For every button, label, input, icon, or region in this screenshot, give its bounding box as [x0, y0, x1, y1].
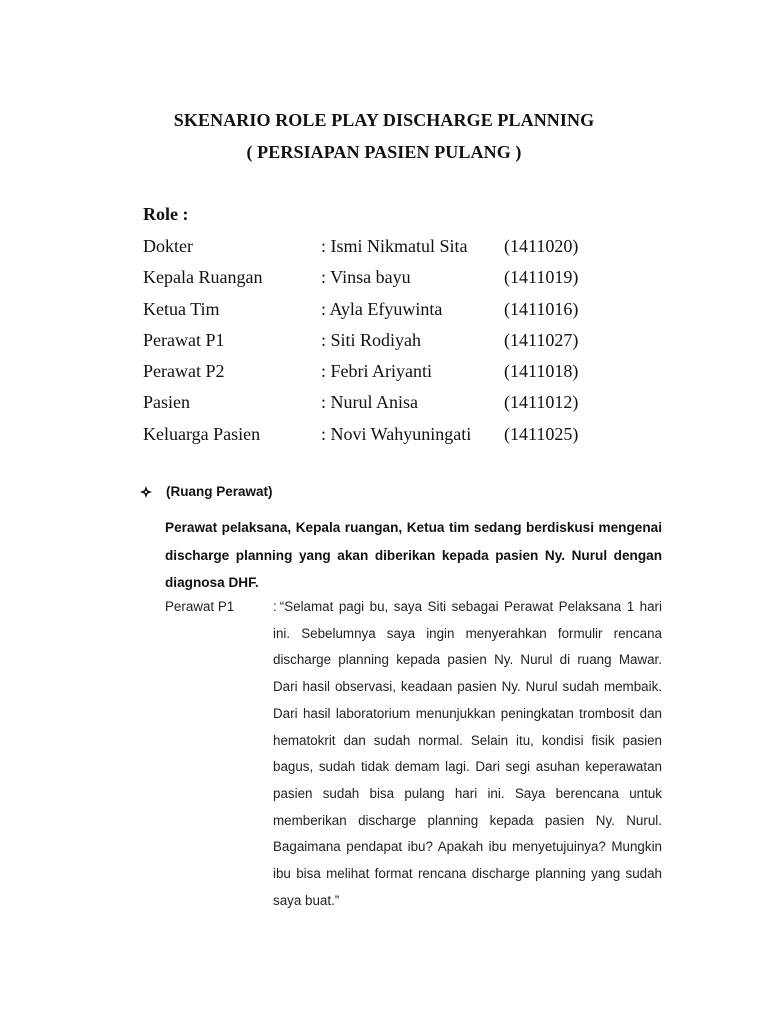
role-title: Keluarga Pasien: [143, 423, 261, 444]
role-title: Ketua Tim: [143, 298, 220, 319]
role-person-name: : Ismi Nikmatul Sita: [321, 236, 468, 256]
dialog-colon: :: [273, 599, 277, 614]
role-student-id: (1411019): [504, 267, 579, 288]
role-person-name: : Vinsa bayu: [321, 267, 411, 288]
role-student-id: (1411027): [504, 329, 579, 350]
role-student-id: (1411012): [504, 392, 579, 413]
dialog-text: “Selamat pagi bu, saya Siti sebagai Perawat Pelaksana 1 hari ini. Sebelumnya saya ingin menyerahkan formulir rencana discharge planning kepada pasien Ny. Nurul di ruang Mawar. Dari hasil observasi, keadaan pasien Ny. Nurul sudah membaik. Dari hasil laboratorium menunjukkan peningkatan trombosit dan hematokrit dan sudah normal. Selain itu, kondisi fisik pasien bagus, sudah tidak demam lagi. Dari segi asuhan keperawatan pasien sudah bisa pulang hari ini. Saya berencana untuk memberikan discharge planning kepada pasien Ny. Nurul. Bagaimana pendapat ibu? Apakah ibu menyetujuinya? Mungkin ibu bisa melihat format rencana discharge planning yang sudah saya buat.”: [273, 599, 662, 908]
role-student-id: (1411020): [504, 236, 579, 256]
scene-heading: [138, 484, 273, 499]
role-person-name: : Novi Wahyuningati: [321, 423, 472, 444]
role-row: [143, 390, 623, 421]
dialog-speech: [273, 594, 662, 914]
role-title: Kepala Ruangan: [143, 267, 263, 288]
document-subtitle: ( PERSIAPAN PASIEN PULANG ): [246, 142, 522, 162]
role-title: Perawat P2: [143, 361, 225, 382]
role-row: [143, 422, 623, 453]
role-person-name: : Nurul Anisa: [321, 392, 418, 413]
role-row: [143, 359, 623, 390]
role-student-id: (1411016): [504, 298, 579, 319]
role-row: [143, 297, 623, 328]
role-heading: Role :: [143, 204, 189, 224]
dialog-speaker: Perawat P1: [165, 599, 235, 614]
document-title: SKENARIO ROLE PLAY DISCHARGE PLANNING: [173, 110, 595, 130]
role-list: [143, 234, 623, 453]
role-person-name: : Febri Ariyanti: [321, 361, 432, 382]
role-row: [143, 234, 623, 265]
role-person-name: : Ayla Efyuwinta: [321, 298, 443, 319]
role-row: [143, 328, 623, 359]
scene-description: Perawat pelaksana, Kepala ruangan, Ketua tim sedang berdiskusi mengenai discharge planning yang akan diberikan kepada pasien Ny. Nurul dengan diagnosa DHF.: [165, 520, 662, 590]
role-student-id: (1411018): [504, 361, 579, 382]
four-petal-diamond-bullet-icon: [140, 486, 152, 498]
role-row: [143, 265, 623, 296]
role-student-id: (1411025): [504, 423, 579, 444]
role-title: Pasien: [143, 392, 190, 413]
role-title: Dokter: [143, 236, 193, 256]
role-title: Perawat P1: [143, 329, 225, 350]
scene-label: (Ruang Perawat): [166, 484, 273, 499]
role-person-name: : Siti Rodiyah: [321, 329, 422, 350]
